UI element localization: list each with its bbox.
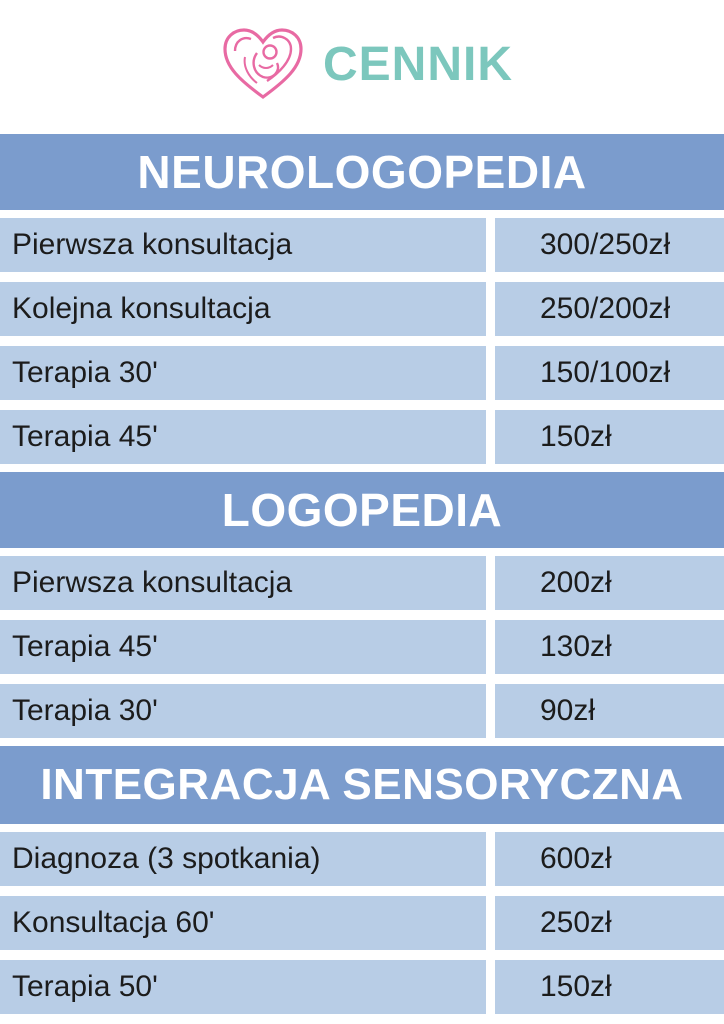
price-row	[0, 346, 724, 400]
service-price: 250/200zł	[495, 282, 724, 336]
service-price: 90zł	[495, 684, 724, 738]
logo	[221, 27, 513, 101]
service-price: 150/100zł	[495, 346, 724, 400]
service-name: Kolejna konsultacja	[0, 282, 486, 336]
service-price: 150zł	[495, 410, 724, 464]
section-header-integracja-sensoryczna: INTEGRACJA SENSORYCZNA	[0, 746, 724, 824]
price-row	[0, 410, 724, 464]
price-row	[0, 282, 724, 336]
header	[0, 0, 724, 134]
price-row	[0, 960, 724, 1014]
service-name: Terapia 45'	[0, 410, 486, 464]
heart-mother-child-icon	[221, 27, 305, 101]
price-row	[0, 832, 724, 886]
service-price: 600zł	[495, 832, 724, 886]
price-row	[0, 556, 724, 610]
service-price: 300/250zł	[495, 218, 724, 272]
price-row	[0, 218, 724, 272]
service-name: Konsultacja 60'	[0, 896, 486, 950]
service-price: 250zł	[495, 896, 724, 950]
service-name: Pierwsza konsultacja	[0, 556, 486, 610]
page-title: CENNIK	[322, 37, 513, 91]
price-row	[0, 620, 724, 674]
service-name: Terapia 30'	[0, 684, 486, 738]
service-name: Terapia 45'	[0, 620, 486, 674]
service-price: 130zł	[495, 620, 724, 674]
price-row	[0, 896, 724, 950]
service-price: 150zł	[495, 960, 724, 1014]
service-name: Terapia 30'	[0, 346, 486, 400]
service-name: Diagnoza (3 spotkania)	[0, 832, 486, 886]
service-name: Terapia 50'	[0, 960, 486, 1014]
service-name: Pierwsza konsultacja	[0, 218, 486, 272]
service-price: 200zł	[495, 556, 724, 610]
price-row	[0, 684, 724, 738]
section-header-logopedia: LOGOPEDIA	[0, 472, 724, 548]
section-header-neurologopedia: NEUROLOGOPEDIA	[0, 134, 724, 210]
